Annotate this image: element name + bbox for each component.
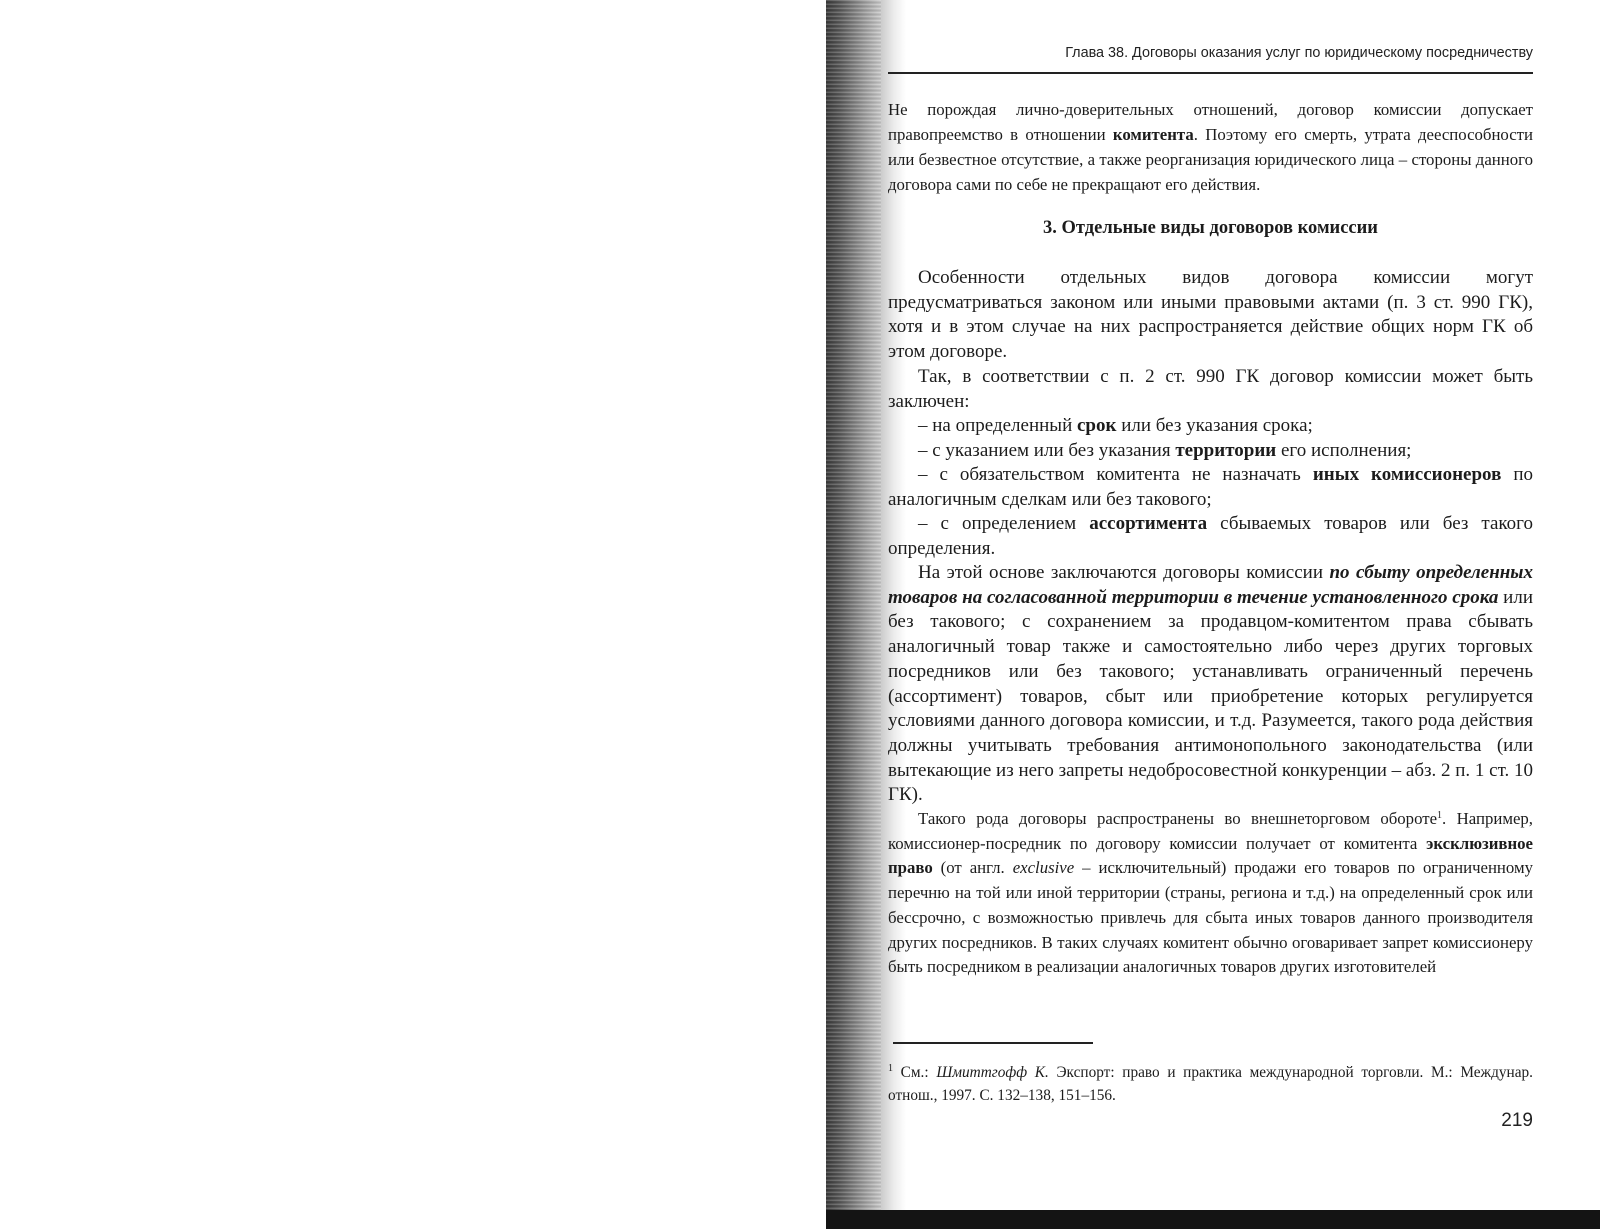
term-komitent: комитента — [1112, 125, 1194, 144]
paragraph-3: На этой основе заключаются договоры комиссии по сбыту определенных товаров на согласованной территории в течение установленного срока или без такового; с сохранением за продавцом-комитентом права сбывать аналогичный товар также и самостоятельно либо через других торговых посредников или без такового; устанавливать ограниченный перечень (ассортимент) товаров, сбыт или приобретение которых регулируется условиями данного договора комиссии, и т.д. Разумеется, такого рода действия должны учитывать требования антимонопольного законодательства (или вытекающие из него запреты недобросовестной конкуренции – абз. 2 п. 1 ст. 10 ГК). — [888, 562, 1533, 806]
footnote-rule — [893, 1042, 1093, 1044]
paragraph-1: Особенности отдельных видов договора комиссии могут предусматриваться законом или иными правовыми актами (п. 3 ст. 990 ГК), хотя и в этом случае на них распространяется действие общих норм ГК об этом договоре. — [888, 267, 1533, 363]
intro-paragraph: Не порождая лично-доверительных отношений, договор комиссии допускает правопреемство в отношении комитента. Поэтому его смерть, утрата дееспособности или безвестное отсутствие, а также реорганизация юридического лица – стороны данного договора сами по себе не прекращают его действия. — [888, 100, 1534, 194]
footnote-ref: 1 — [1437, 810, 1443, 821]
scan-bottom-edge — [826, 1210, 1600, 1229]
footnote: $^1$ См.: Шмиттгофф К. Экспорт: право и практика международной торговли. М.: Междунар. отнош., 1997. С. 132–138, 151–156. — [888, 1063, 1533, 1105]
running-head: Глава 38. Договоры оказания услуг по юридическому посредничеству — [1065, 45, 1533, 61]
book-spine-texture — [826, 0, 881, 1229]
section-title: 3. Отдельные виды договоров комиссии — [1043, 218, 1378, 238]
header-rule — [888, 72, 1533, 74]
list-item-assortment: – с определением ассортимента сбываемых товаров или без такого определения. — [888, 513, 1533, 559]
paragraph-2: Так, в соответствии с п. 2 ст. 990 ГК договор комиссии может быть заключен: — [888, 366, 1533, 412]
list-item-other-agents: – с обязательством комитента не назначать иных комиссионеров по аналогичным сделкам или без такового; — [888, 464, 1533, 510]
page-number: 219 — [1501, 1110, 1533, 1131]
list-item-territory: – с указанием или без указания территории его исполнения; — [918, 440, 1412, 461]
paragraph-4: Такого рода договоры распространены во внешнеторговом обороте$^1$. Например, комиссионер-посредник по договору комиссии получает от комитента эксклюзивное право (от англ. exclusive – исключительный) продажи его товаров по ограниченному перечню на той или иной территории (страны, региона и т.д.) на определенный срок или бессрочно, с возможностью привлечь для сбыта иных товаров данного производителя других посредников. В таких случаях комитент обычно оговаривает запрет комиссионеру быть посредником в реализации аналогичных товаров других изготовителей — [888, 809, 1533, 977]
list-item-term: – на определенный срок или без указания срока; — [918, 415, 1313, 436]
